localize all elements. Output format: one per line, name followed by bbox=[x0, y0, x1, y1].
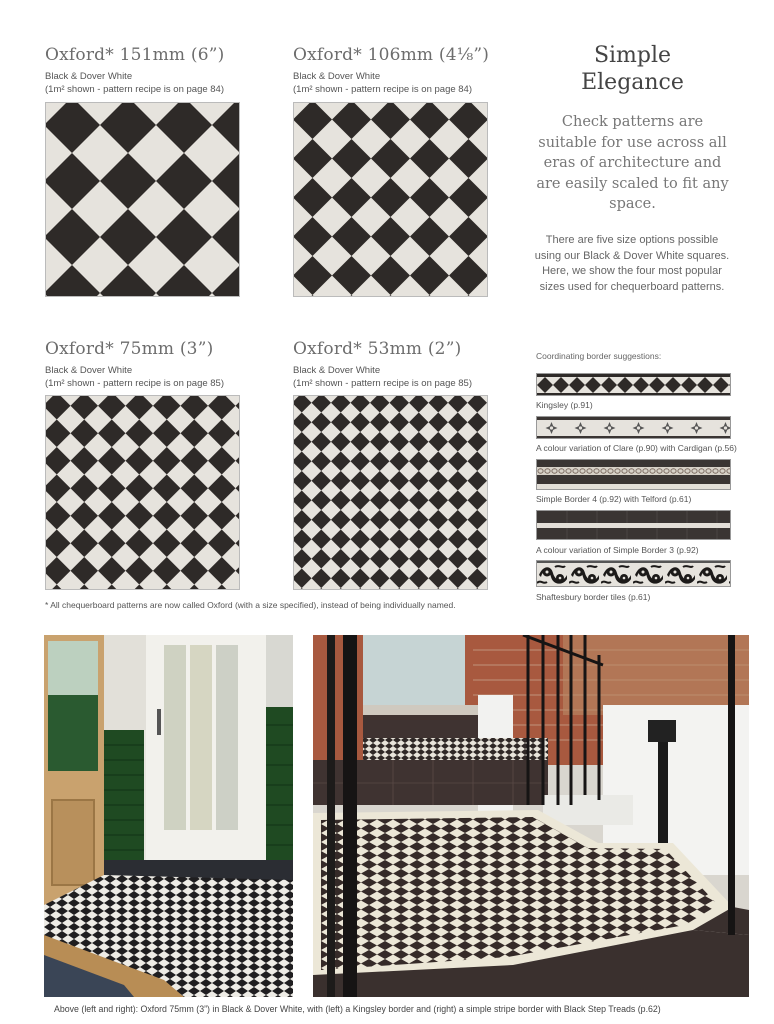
body-paragraph: There are five size options possible using our Black & Dover White squares. Here, we show the four most popular sizes used for chequerboard patterns. bbox=[534, 234, 730, 293]
footnote: * All chequerboard patterns are now called Oxford (with a size specified), instead of being individually named. bbox=[45, 600, 456, 610]
border-label: Kingsley (p.91) bbox=[536, 400, 593, 410]
section-heading bbox=[540, 42, 725, 96]
photo-caption: Above (left and right): Oxford 75mm (3”) in Black & Dover White, with (left) a Kingsley border and (right) a simple stripe border with Black Step Treads (p.62) bbox=[54, 1004, 661, 1014]
pattern-swatch-53mm bbox=[293, 395, 488, 590]
pattern-title: Oxford* 75mm (3”) bbox=[45, 339, 214, 359]
pattern-note: (1m² shown - pattern recipe is on page 85) bbox=[293, 378, 473, 389]
pattern-note: (1m² shown - pattern recipe is on page 84) bbox=[45, 84, 225, 95]
border-swatch-shaftesbury bbox=[536, 560, 731, 587]
lead-paragraph: Check patterns are suitable for use across all eras of architecture and are easily scaled to fit any space. bbox=[536, 114, 729, 212]
pattern-note: (1m² shown - pattern recipe is on page 84) bbox=[293, 84, 473, 95]
pattern-swatch-106mm bbox=[293, 102, 488, 297]
photo-steps-stripe-border bbox=[313, 635, 749, 997]
pattern-note: (1m² shown - pattern recipe is on page 85) bbox=[45, 378, 225, 389]
border-swatch-clare bbox=[536, 416, 731, 439]
pattern-swatch-75mm bbox=[45, 395, 240, 590]
pattern-colour: Black & Dover White bbox=[45, 365, 133, 376]
photo-porch-kingsley-border bbox=[44, 635, 293, 997]
pattern-colour: Black & Dover White bbox=[45, 71, 133, 82]
pattern-title: Oxford* 106mm (4⅛”) bbox=[293, 45, 490, 65]
heading-line-1: Simple bbox=[593, 43, 672, 68]
pattern-colour: Black & Dover White bbox=[293, 365, 381, 376]
border-label: A colour variation of Clare (p.90) with Cardigan (p.56) bbox=[536, 443, 737, 453]
border-label: Shaftesbury border tiles (p.61) bbox=[536, 592, 651, 602]
border-label: A colour variation of Simple Border 3 (p.92) bbox=[536, 545, 699, 555]
pattern-title: Oxford* 53mm (2”) bbox=[293, 339, 462, 359]
pattern-colour: Black & Dover White bbox=[293, 71, 381, 82]
pattern-title: Oxford* 151mm (6”) bbox=[45, 45, 225, 65]
border-swatch-simple-border-3 bbox=[536, 510, 731, 540]
border-swatch-simple-border-4 bbox=[536, 459, 731, 490]
pattern-swatch-151mm bbox=[45, 102, 240, 297]
heading-line-2: Elegance bbox=[581, 70, 684, 95]
border-label: Simple Border 4 (p.92) with Telford (p.61) bbox=[536, 494, 692, 504]
borders-title: Coordinating border suggestions: bbox=[536, 351, 662, 361]
border-swatch-kingsley bbox=[536, 373, 731, 396]
